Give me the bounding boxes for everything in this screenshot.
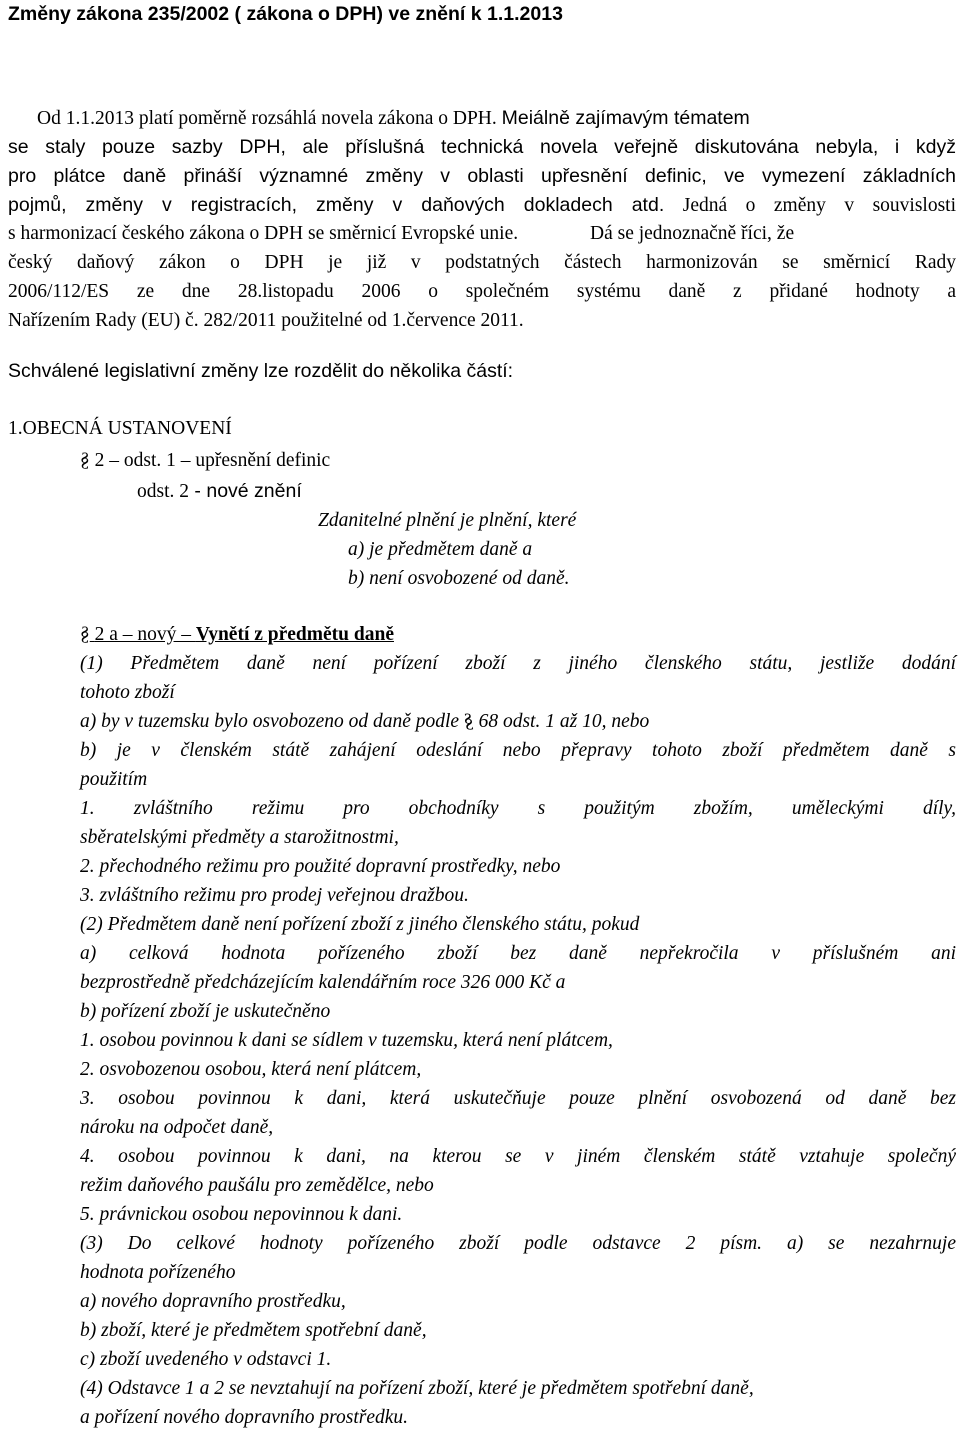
section-symbol: § — [80, 450, 90, 471]
paragraph-2-odst-2: odst. 2 - nové znění — [137, 480, 302, 502]
body-line-07: sběratelskými předměty a starožitnostmi, — [80, 827, 399, 848]
body-line-06: 1. zvláštního režimu pro obchodníky s použitým zbožím, uměleckými díly, — [80, 798, 956, 819]
body-line-23: a) nového dopravního prostředku, — [80, 1291, 346, 1312]
body-line-02: tohoto zboží — [80, 682, 175, 703]
body-line-14: 1. osobou povinnou k dani se sídlem v tuzemsku, která není plátcem, — [80, 1030, 613, 1051]
body-line-20: 5. právnickou osobou nepovinnou k dani. — [80, 1204, 403, 1225]
body-line-27: a pořízení nového dopravního prostředku. — [80, 1407, 409, 1428]
section-symbol: § — [463, 711, 474, 732]
body-line-05: použitím — [80, 769, 148, 790]
body-line-18: 4. osobou povinnou k dani, na kterou se v jiném členském státě vztahuje společný — [80, 1146, 956, 1167]
body-line-01: (1) Předmětem daně není pořízení zboží z jiného členského státu, jestliže dodání — [80, 653, 956, 674]
body-line-08: 2. přechodného režimu pro použité dopravní prostředky, nebo — [80, 856, 561, 877]
intro-line-2: se staly pouze sazby DPH, ale příslušná technická novela veřejně diskutována nebyla, i když — [8, 136, 956, 158]
intro-line-7: 2006/112/ES ze dne 28.listopadu 2006 o společném systému daně z přidané hodnoty a — [8, 281, 956, 302]
body-line-19: režim daňového paušálu pro zemědělce, nebo — [80, 1175, 434, 1196]
body-line-13: b) pořízení zboží je uskutečněno — [80, 1001, 331, 1022]
body-line-03: a) by v tuzemsku bylo osvobozeno od daně podle § 68 odst. 1 až 10, nebo — [80, 708, 649, 736]
body-line-22: hodnota pořízeného — [80, 1262, 236, 1283]
body-line-10: (2) Předmětem daně není pořízení zboží z jiného členského státu, pokud — [80, 914, 640, 935]
body-line-12: bezprostředně předcházejícím kalendářním roce 326 000 Kč a — [80, 972, 566, 993]
body-line-04: b) je v členském státě zahájení odeslání nebo přepravy tohoto zboží předmětem daně s — [80, 740, 956, 761]
intro-line-4: pojmů, změny v registracích, změny v daňových dokladech atd. Jedná o změny v souvislosti — [8, 194, 957, 216]
body-line-15: 2. osvobozenou osobou, která není plátcem, — [80, 1059, 422, 1080]
body-line-26: (4) Odstavce 1 a 2 se nevztahují na pořízení zboží, které je předmětem spotřební daně, — [80, 1378, 754, 1399]
section-symbol: § — [80, 624, 90, 645]
section-heading: 1.OBECNÁ USTANOVENÍ — [8, 418, 232, 439]
body-line-25: c) zboží uvedeného v odstavci 1. — [80, 1349, 332, 1370]
body-line-21: (3) Do celkové hodnoty pořízeného zboží podle odstavce 2 písm. a) se nezahrnuje — [80, 1233, 956, 1254]
body-line-09: 3. zvláštního režimu pro prodej veřejnou dražbou. — [80, 885, 469, 906]
lead-sentence: Schválené legislativní změny lze rozdělit do několika částí: — [8, 360, 514, 382]
definition-line-2: a) je předmětem daně a — [348, 539, 533, 560]
body-line-17: nároku na odpočet daně, — [80, 1117, 274, 1138]
intro-line-6a: Dá se jednoznačně říci, že — [590, 223, 795, 244]
paragraph-2a-heading: § 2 a – nový – Vynětí z předmětu daně — [80, 621, 394, 649]
intro-line-1: Od 1.1.2013 platí poměrně rozsáhlá novela zákona o DPH. Meiálně zajímavým tématem — [37, 107, 750, 129]
document-title: Změny zákona 235/2002 ( zákona o DPH) ve znění k 1.1.2013 — [8, 3, 563, 25]
definition-line-3: b) není osvobozené od daně. — [348, 568, 570, 589]
intro-line-3: pro plátce daně přináší významné změny v oblasti upřesnění definic, ve vymezení základních — [8, 165, 956, 187]
body-line-11: a) celková hodnota pořízeného zboží bez daně nepřekročila v příslušném ani — [80, 943, 956, 964]
paragraph-2-line: § 2 – odst. 1 – upřesnění definic — [80, 447, 330, 475]
body-line-16: 3. osobou povinnou k dani, která uskutečňuje pouze plnění osvobozená od daně bez — [80, 1088, 956, 1109]
body-line-24: b) zboží, které je předmětem spotřební daně, — [80, 1320, 427, 1341]
intro-line-8: Nařízením Rady (EU) č. 282/2011 použitelné od 1.července 2011. — [8, 310, 524, 331]
definition-line-1: Zdanitelné plnění je plnění, které — [318, 510, 577, 531]
intro-line-5: s harmonizací českého zákona o DPH se směrnicí Evropské unie. — [8, 223, 519, 244]
intro-line-6b: český daňový zákon o DPH je již v podstatných částech harmonizován se směrnicí Rady — [8, 252, 956, 273]
